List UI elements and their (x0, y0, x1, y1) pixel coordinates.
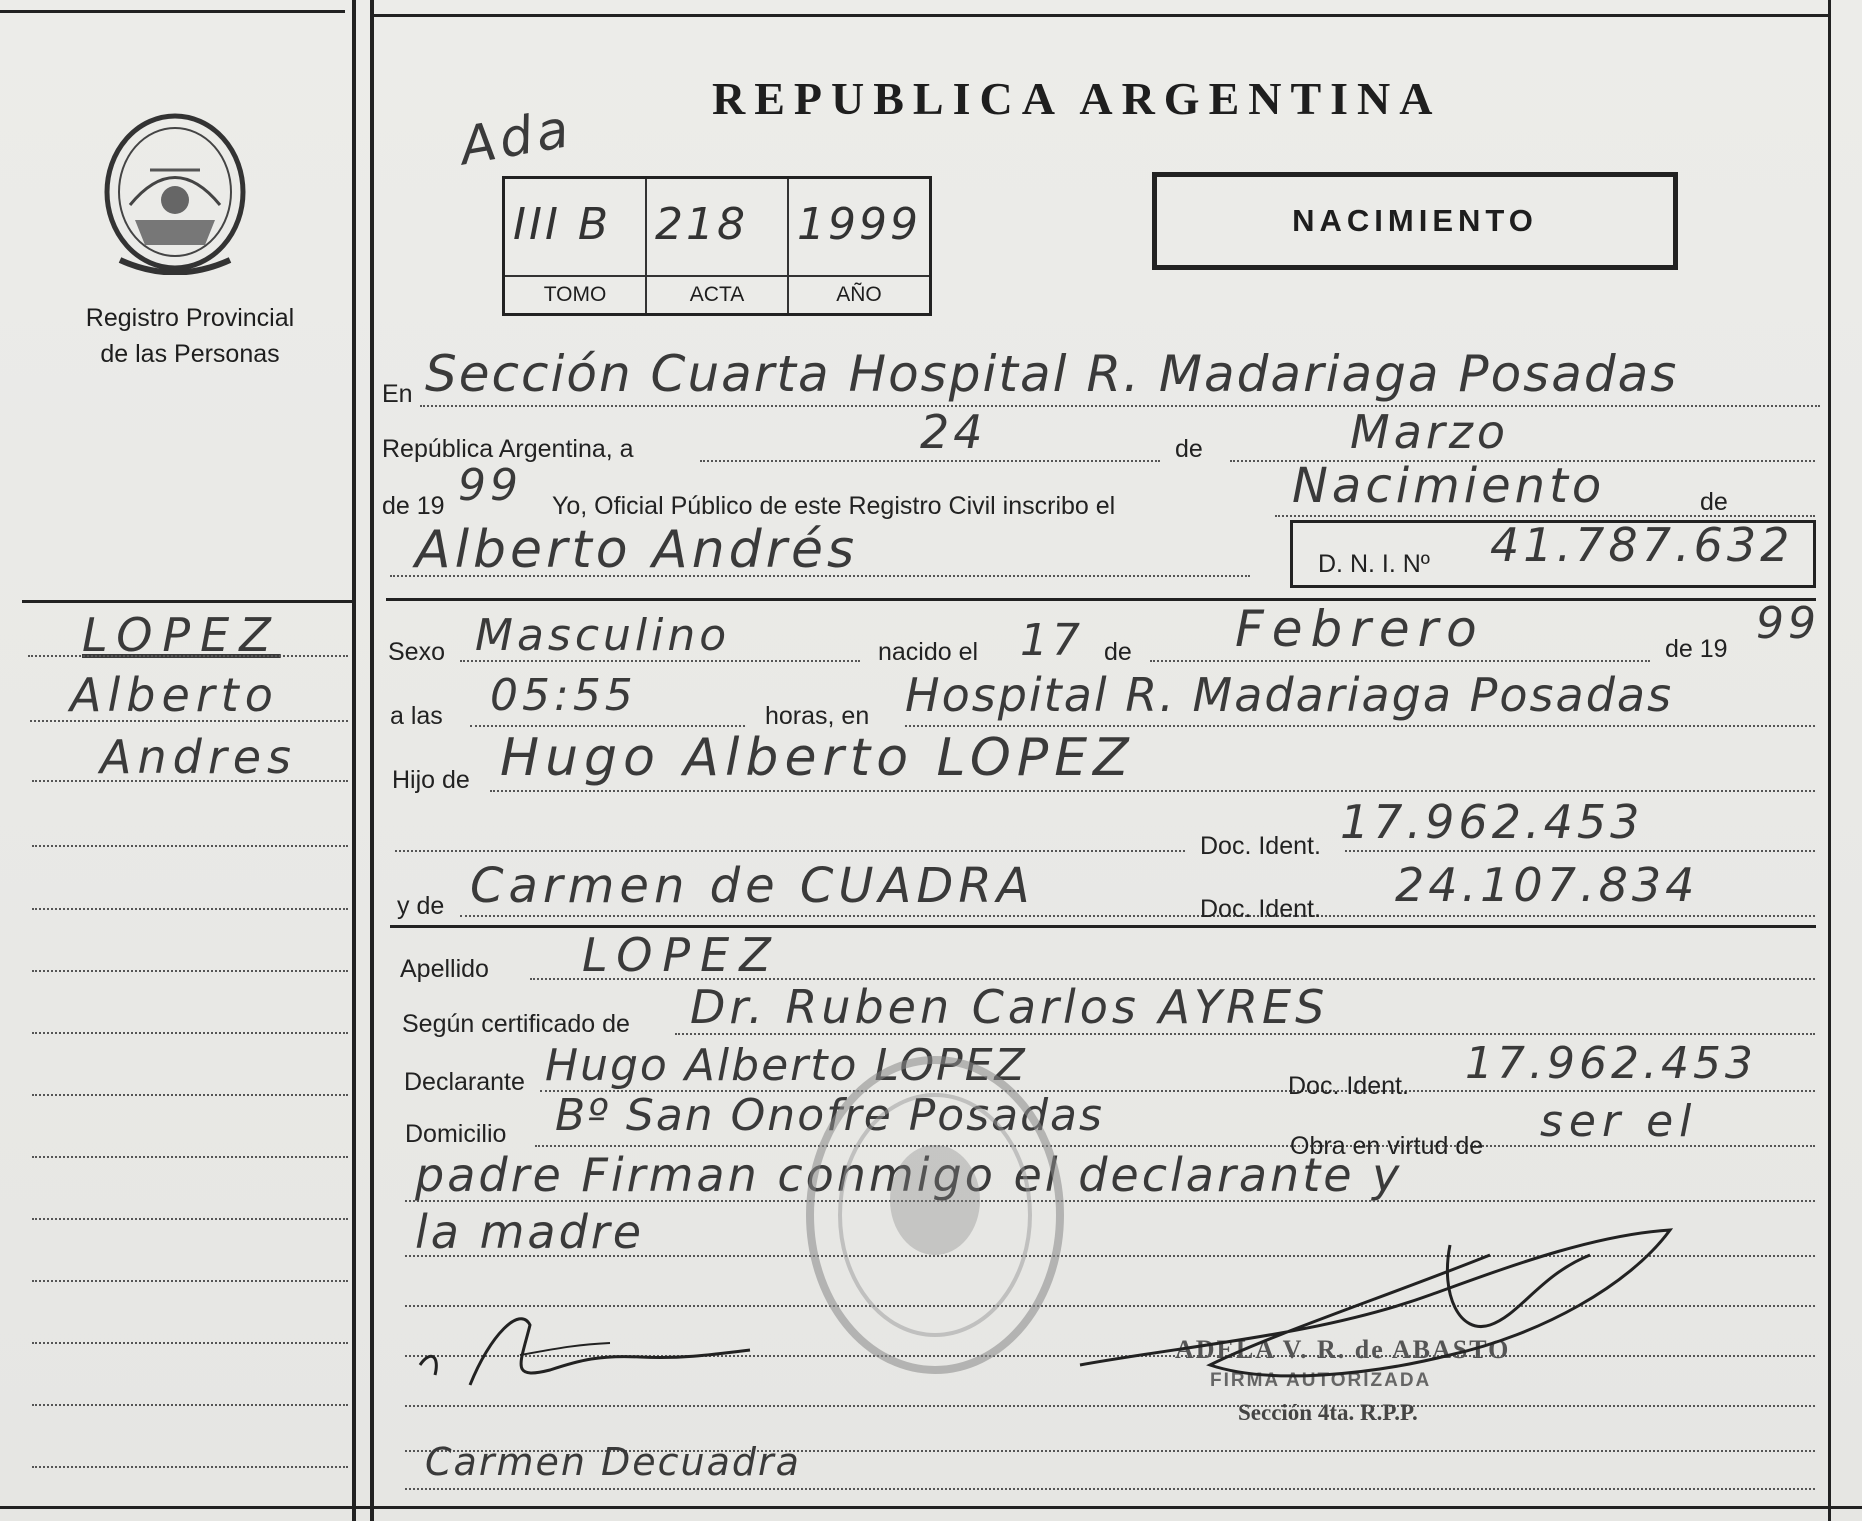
segun-value: Dr. Ruben Carlos AYRES (690, 980, 1329, 1034)
acta-value: 218 (655, 199, 748, 250)
alas-label: a las (390, 702, 443, 730)
birth-year: 99 (1756, 598, 1820, 649)
main-divider-1 (386, 598, 1816, 601)
tomo-label: TOMO (505, 275, 645, 307)
note-line-2: la madre (415, 1205, 645, 1259)
margin-dotline-6 (32, 970, 348, 972)
en-value: Sección Cuarta Hospital R. Madariaga Posadas (425, 345, 1679, 403)
doc-label-2: Doc. Ident. (1200, 895, 1321, 923)
margin-dotline-11 (32, 1280, 348, 1282)
sexo-value: Masculino (475, 610, 731, 661)
father-doc: 17.962.453 (1340, 795, 1644, 849)
note-line-1: padre Firman conmigo el declarante y (415, 1148, 1403, 1202)
republica-label: República Argentina, a (382, 435, 634, 463)
mother-doc: 24.107.834 (1395, 858, 1699, 912)
tomo-value: III B (513, 199, 612, 250)
annotation-handwritten: Ada (455, 98, 577, 178)
dni-value: 41.787.632 (1490, 518, 1794, 572)
nacido-label: nacido el (878, 638, 979, 666)
domicilio-value: Bº San Onofre Posadas (555, 1090, 1104, 1141)
ano-cell (789, 179, 929, 313)
official-name: ADELA V. R. de ABASTO (1175, 1335, 1511, 1364)
mother-value: Carmen de CUADRA (470, 858, 1035, 914)
domicilio-label: Domicilio (405, 1120, 507, 1148)
top-rule-left (0, 10, 345, 13)
declarant-signature-icon (410, 1295, 770, 1405)
margin-given-2: Andres (100, 730, 297, 784)
apellido-label: Apellido (400, 955, 489, 983)
margin-dotline-7 (32, 1032, 348, 1034)
oficial-label: Yo, Oficial Público de este Registro Civil inscribo el (552, 492, 1116, 520)
time-value: 05:55 (490, 670, 637, 721)
yde-label: y de (397, 892, 445, 920)
document-title: REPUBLICA ARGENTINA (712, 73, 1442, 124)
ministry-stamp-icon (800, 1050, 1070, 1380)
obra-value: ser el (1540, 1096, 1698, 1147)
obra-label: Obra en virtud de (1290, 1132, 1484, 1160)
birth-day: 17 (1020, 615, 1084, 666)
mother-signature: Carmen Decuadra (425, 1440, 801, 1484)
register-table (502, 176, 932, 316)
day-dotline (700, 460, 1160, 462)
de-label: de (1175, 435, 1203, 463)
de-label-2: de (1700, 488, 1728, 516)
official-signature-icon (1070, 1215, 1690, 1415)
ano-label: AÑO (789, 275, 929, 307)
name-value: Alberto Andrés (415, 520, 859, 580)
acta-label: ACTA (647, 275, 787, 307)
place-dotline (905, 725, 1815, 727)
mother-dotline (460, 915, 1815, 917)
doc-label-1: Doc. Ident. (1200, 832, 1321, 860)
birth-month-dotline (1150, 660, 1650, 662)
margin-dotline-1 (28, 655, 348, 657)
tomo-cell (505, 179, 647, 313)
bottom-rule (0, 1506, 1862, 1509)
province-seal-icon (100, 110, 250, 275)
agency-line-2: de las Personas (100, 340, 280, 368)
agency-line-1: Registro Provincial (85, 304, 295, 332)
place-value: Hospital R. Madariaga Posadas (905, 668, 1674, 722)
main-column-rule (370, 0, 374, 1521)
declarante-label: Declarante (404, 1068, 525, 1096)
en-dotline (420, 405, 1820, 407)
agency-name (60, 300, 320, 372)
margin-surname: LOPEZ (82, 608, 281, 662)
doc-label-3: Doc. Ident. (1288, 1072, 1409, 1100)
inscribo-value: Nacimiento (1292, 458, 1606, 514)
time-dotline (470, 725, 745, 727)
margin-dotline-2 (30, 720, 348, 722)
de-label-3: de (1104, 638, 1132, 666)
birth-month: Febrero (1235, 600, 1485, 658)
dni-label: D. N. I. Nº (1318, 550, 1430, 578)
father-dotline-2 (395, 850, 1185, 852)
horas-label: horas, en (765, 702, 870, 730)
segun-label: Según certificado de (402, 1010, 630, 1038)
official-role: FIRMA AUTORIZADA (1210, 1370, 1432, 1391)
note-dotline-7 (405, 1488, 1815, 1490)
father-value: Hugo Alberto LOPEZ (500, 728, 1135, 788)
margin-dotline-10 (32, 1218, 348, 1220)
en-label: En (382, 380, 413, 408)
margin-dotline-13 (32, 1404, 348, 1406)
father-dotline (490, 790, 1815, 792)
acta-cell (647, 179, 789, 313)
year-value: 99 (458, 460, 522, 511)
margin-dotline-4 (32, 845, 348, 847)
inscribo-dotline (1275, 515, 1815, 517)
right-border-rule (1828, 0, 1831, 1521)
declarante-value: Hugo Alberto LOPEZ (545, 1040, 1027, 1091)
sexo-label: Sexo (388, 638, 445, 666)
ano-value: 1999 (797, 199, 921, 250)
top-rule-main (372, 14, 1828, 17)
hijo-label: Hijo de (392, 766, 470, 794)
margin-dotline-12 (32, 1342, 348, 1344)
margin-dotline-14 (32, 1466, 348, 1468)
margin-dotline-9 (32, 1156, 348, 1158)
de19-label-2: de 19 (1665, 635, 1728, 663)
margin-divider (22, 600, 352, 603)
day-value: 24 (920, 405, 987, 459)
margin-dotline-8 (32, 1094, 348, 1096)
margin-given-1: Alberto (70, 668, 279, 722)
margin-dotline-3 (32, 780, 348, 782)
margin-dotline-5 (32, 908, 348, 910)
de19-label: de 19 (382, 492, 445, 520)
left-column-rule (352, 0, 356, 1521)
act-type-box (1152, 172, 1678, 270)
month-value: Marzo (1350, 405, 1510, 459)
apellido-value: LOPEZ (582, 928, 781, 982)
act-type-label: NACIMIENTO (1292, 203, 1538, 238)
father-doc-dotline (1345, 850, 1815, 852)
official-section: Sección 4ta. R.P.P. (1238, 1400, 1418, 1425)
declarante-doc: 17.962.453 (1465, 1038, 1757, 1089)
